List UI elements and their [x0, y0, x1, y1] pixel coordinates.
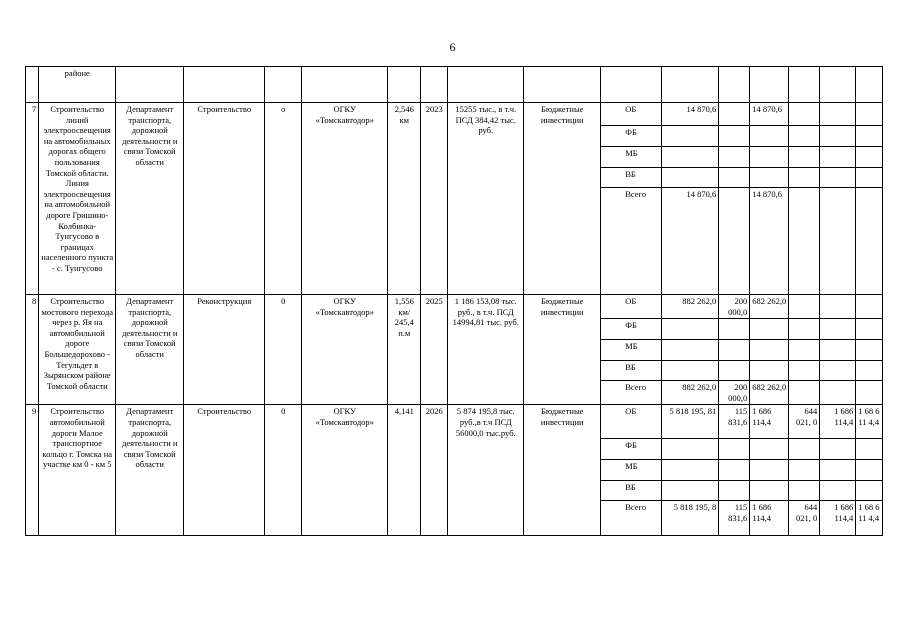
amount-year-4: [820, 381, 856, 405]
row-number: 9: [26, 405, 39, 536]
capacity: 2,546 км: [388, 103, 421, 295]
amount-year-2: 1 686 114,4: [750, 501, 789, 536]
object-name: Строительство линий электроосвещения на автомобильных дорогах общего пользования Томской области. Линия электроосвещения на автомобильной дороге Гришино-Колбинка-Тунгусово в границах населенного пункта - с. Тунгусово: [39, 103, 116, 295]
amount-year-3: [789, 126, 820, 147]
table-cell: [750, 67, 789, 103]
code-value: о: [265, 103, 302, 295]
row-number: 7: [26, 103, 39, 295]
amount-year-3: [789, 340, 820, 361]
table-cell: [184, 67, 265, 103]
investment-direction: Бюджетные инвестиции: [524, 103, 601, 295]
funding-source-label: МБ: [601, 340, 662, 361]
amount-year-2: [750, 439, 789, 460]
page-number: 6: [449, 40, 456, 54]
amount-year-5: [856, 361, 883, 381]
table-cell: [116, 67, 184, 103]
object-name: Строительство автомобильной дороги Малое транспортное кольцо г. Томска на участке км 0 - км 5: [39, 405, 116, 536]
amount-year-3: [789, 439, 820, 460]
amount-year-5: [856, 460, 883, 481]
amount-total: [662, 147, 719, 168]
investment-table: [25, 66, 883, 536]
amount-year-2: [750, 319, 789, 340]
amount-year-2: 1 686 114,4: [750, 405, 789, 439]
estimated-cost: 5 874 195,8 тыс. руб.,в т.ч ПСД 56000,0 тыс.руб.: [448, 405, 524, 536]
capacity: 4,141: [388, 405, 421, 536]
customer: ОГКУ «Томскавтодор»: [302, 405, 388, 536]
work-type: Реконструкция: [184, 295, 265, 405]
estimated-cost: 1 186 153,08 тыс. руб., в т.ч. ПСД 14994,81 тыс. руб.: [448, 295, 524, 405]
amount-year-5: [856, 319, 883, 340]
table-cell: [820, 67, 856, 103]
amount-year-5: [856, 439, 883, 460]
amount-year-4: 1 686 114,4: [820, 405, 856, 439]
funding-source-label: ОБ: [601, 405, 662, 439]
amount-year-4: [820, 147, 856, 168]
amount-year-5: [856, 103, 883, 126]
amount-year-2: [750, 126, 789, 147]
amount-year-1: [719, 147, 750, 168]
table-cell: [421, 67, 448, 103]
amount-total: [662, 361, 719, 381]
amount-year-4: [820, 188, 856, 295]
table-cell: [302, 67, 388, 103]
work-type: Строительство: [184, 405, 265, 536]
amount-year-1: 200 000,0: [719, 295, 750, 319]
continued-object-name: районе: [39, 67, 116, 103]
amount-year-2: 682 262,0: [750, 295, 789, 319]
amount-year-1: [719, 319, 750, 340]
amount-total: 14 870,6: [662, 103, 719, 126]
amount-year-3: [789, 188, 820, 295]
table-cell: [388, 67, 421, 103]
amount-year-3: [789, 319, 820, 340]
amount-total: [662, 319, 719, 340]
work-type: Строительство: [184, 103, 265, 295]
amount-year-5: [856, 381, 883, 405]
amount-year-4: [820, 168, 856, 188]
amount-year-1: [719, 188, 750, 295]
amount-year-5: [856, 147, 883, 168]
amount-year-1: [719, 340, 750, 361]
amount-total: [662, 168, 719, 188]
table-row: [26, 103, 883, 126]
amount-year-4: [820, 103, 856, 126]
amount-year-1: [719, 168, 750, 188]
table-cell: [601, 67, 662, 103]
amount-year-5: [856, 188, 883, 295]
amount-year-4: [820, 319, 856, 340]
funding-source-label: ВБ: [601, 361, 662, 381]
amount-total: [662, 126, 719, 147]
amount-year-3: [789, 381, 820, 405]
amount-year-1: [719, 439, 750, 460]
amount-year-1: [719, 126, 750, 147]
amount-year-4: [820, 126, 856, 147]
table-row: [26, 405, 883, 439]
amount-year-3: [789, 147, 820, 168]
amount-year-2: [750, 340, 789, 361]
table-cell: [789, 67, 820, 103]
amount-year-2: 14 870,6: [750, 188, 789, 295]
amount-total: [662, 460, 719, 481]
amount-total: 882 262,0: [662, 381, 719, 405]
amount-year-1: 115 831,6: [719, 405, 750, 439]
funding-source-label: ОБ: [601, 103, 662, 126]
amount-year-1: [719, 481, 750, 501]
table-cell: [448, 67, 524, 103]
amount-year-4: [820, 340, 856, 361]
amount-year-3: 644 021, 0: [789, 501, 820, 536]
amount-year-5: [856, 481, 883, 501]
amount-year-4: [820, 361, 856, 381]
funding-source-label: МБ: [601, 460, 662, 481]
customer: ОГКУ «Томскавтодор»: [302, 295, 388, 405]
object-name: Строительство мостового перехода через р. Яя на автомобильной дороге Большедорохово - Тегульдет в Зырянском районе Томской области: [39, 295, 116, 405]
amount-year-5: [856, 295, 883, 319]
table-row-continuation: [26, 67, 883, 103]
investment-direction: Бюджетные инвестиции: [524, 405, 601, 536]
commission-year: 2026: [421, 405, 448, 536]
amount-year-2: [750, 481, 789, 501]
investment-direction: Бюджетные инвестиции: [524, 295, 601, 405]
row-number: 8: [26, 295, 39, 405]
amount-year-3: [789, 168, 820, 188]
customer: ОГКУ «Томскавтодор»: [302, 103, 388, 295]
commission-year: 2023: [421, 103, 448, 295]
amount-year-5: [856, 340, 883, 361]
amount-year-2: 14 870,6: [750, 103, 789, 126]
department: Департамент транспорта, дорожной деятельности и связи Томской области: [116, 405, 184, 536]
table-cell: [856, 67, 883, 103]
amount-total: 882 262,0: [662, 295, 719, 319]
amount-year-3: [789, 361, 820, 381]
amount-year-4: 1 686 114,4: [820, 501, 856, 536]
amount-total: 5 818 195, 81: [662, 405, 719, 439]
amount-year-3: [789, 460, 820, 481]
estimated-cost: 15255 тыс., в т.ч. ПСД 384,42 тыс. руб.: [448, 103, 524, 295]
funding-source-label: ОБ: [601, 295, 662, 319]
amount-year-4: [820, 295, 856, 319]
amount-year-5: [856, 168, 883, 188]
code-value: 0: [265, 295, 302, 405]
funding-source-label: ФБ: [601, 319, 662, 340]
capacity: 1,556 км/ 245,4 п.м: [388, 295, 421, 405]
amount-total: [662, 340, 719, 361]
department: Департамент транспорта, дорожной деятельности и связи Томской области: [116, 295, 184, 405]
table-cell: [26, 67, 39, 103]
amount-year-2: [750, 168, 789, 188]
code-value: 0: [265, 405, 302, 536]
table-cell: [719, 67, 750, 103]
funding-source-label: МБ: [601, 147, 662, 168]
amount-year-3: 644 021, 0: [789, 405, 820, 439]
funding-source-label: Всего: [601, 188, 662, 295]
funding-source-label: ФБ: [601, 439, 662, 460]
amount-year-4: [820, 481, 856, 501]
amount-year-2: [750, 147, 789, 168]
amount-total: [662, 439, 719, 460]
table-row: [26, 295, 883, 319]
amount-year-4: [820, 460, 856, 481]
amount-year-1: 115 831,6: [719, 501, 750, 536]
amount-year-1: [719, 361, 750, 381]
funding-source-label: Всего: [601, 501, 662, 536]
amount-year-1: [719, 460, 750, 481]
amount-total: 5 818 195, 8: [662, 501, 719, 536]
amount-year-5: [856, 126, 883, 147]
table-cell: [662, 67, 719, 103]
amount-year-1: 200 000,0: [719, 381, 750, 405]
amount-year-5: 1 68 6 11 4,4: [856, 501, 883, 536]
funding-source-label: ВБ: [601, 168, 662, 188]
department: Департамент транспорта, дорожной деятельности и связи Томской области: [116, 103, 184, 295]
amount-year-3: [789, 481, 820, 501]
amount-year-3: [789, 103, 820, 126]
funding-source-label: ВБ: [601, 481, 662, 501]
table-cell: [524, 67, 601, 103]
amount-total: [662, 481, 719, 501]
amount-year-1: [719, 103, 750, 126]
amount-total: 14 870,6: [662, 188, 719, 295]
amount-year-2: [750, 460, 789, 481]
funding-source-label: Всего: [601, 381, 662, 405]
funding-source-label: ФБ: [601, 126, 662, 147]
table-cell: [265, 67, 302, 103]
amount-year-5: 1 68 6 11 4,4: [856, 405, 883, 439]
amount-year-2: [750, 361, 789, 381]
amount-year-2: 682 262,0: [750, 381, 789, 405]
amount-year-3: [789, 295, 820, 319]
commission-year: 2025: [421, 295, 448, 405]
amount-year-4: [820, 439, 856, 460]
